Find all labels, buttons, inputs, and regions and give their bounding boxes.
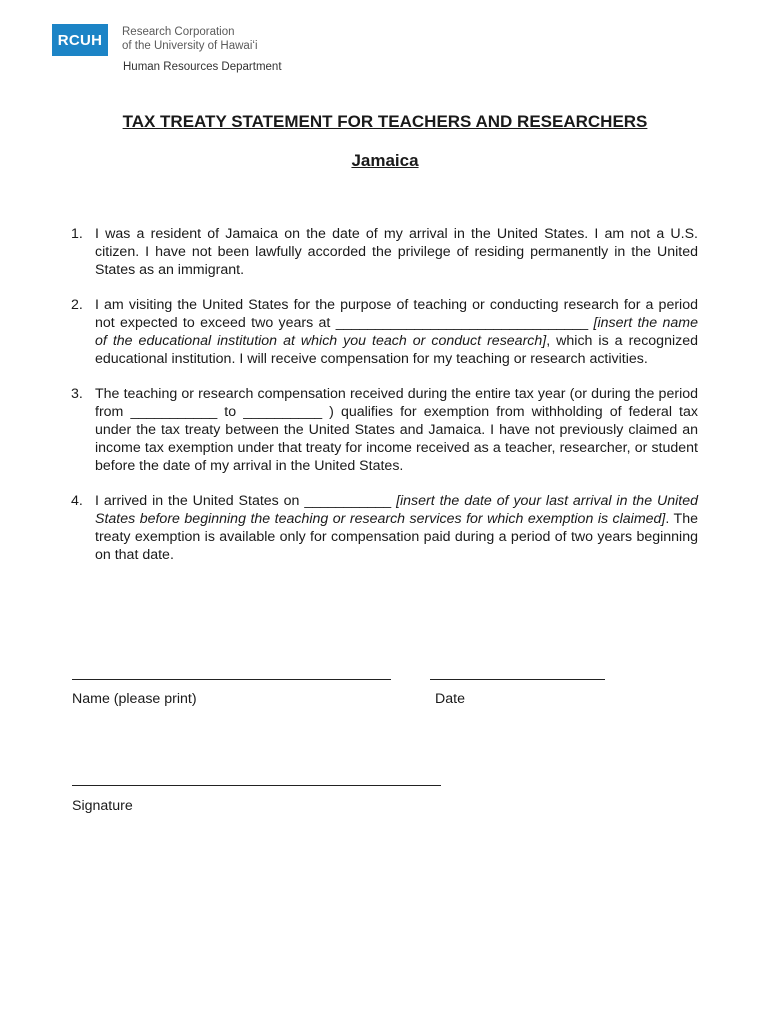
date-signature-line[interactable] xyxy=(430,679,605,680)
period-from-blank[interactable]: ___________ xyxy=(130,404,218,420)
item-number: 3. xyxy=(71,386,83,402)
arrival-date-blank[interactable]: ___________ xyxy=(304,493,392,509)
org-line-2: of the University of Hawaiʻi xyxy=(122,40,258,52)
item-text-cont: . The treaty exemption is available only for compensation paid during a period of two years beginning on that date. xyxy=(95,511,699,563)
item-number: 4. xyxy=(71,493,83,509)
signature-label: Signature xyxy=(72,798,133,814)
page-title: TAX TREATY STATEMENT FOR TEACHERS AND RESEARCHERS xyxy=(122,112,648,131)
statement-list xyxy=(71,225,698,581)
to-word: to xyxy=(224,404,237,420)
statement-item-4 xyxy=(71,492,698,564)
institution-blank[interactable]: ________________________________ xyxy=(335,315,589,331)
item-number: 2. xyxy=(71,297,83,313)
organization-name xyxy=(122,25,258,53)
item-text: I am visiting the United States for the purpose of teaching or conducting research for a period not expected to exceed two years at xyxy=(95,297,698,331)
item-number: 1. xyxy=(71,226,83,242)
item-text-cont: , which is a recognized educational institution. I will receive compensation for my teaching or research activities. xyxy=(95,333,698,367)
period-to-blank[interactable]: __________ xyxy=(243,404,323,420)
item-text: I arrived in the United States on xyxy=(95,493,300,509)
org-line-1: Research Corporation xyxy=(122,26,235,38)
page-subtitle: Jamaica xyxy=(351,151,419,170)
item-text: The teaching or research compensation received during the entire tax year (or during the period from xyxy=(95,386,698,420)
date-label: Date xyxy=(435,691,465,707)
item-text-cont: ) qualifies for exemption from withholding of federal tax under the tax treaty between the United States and Jamaica. I have not previously claimed an income tax exemption under that treaty for income received as a teacher, researcher, or student before the date of my arrival in the United States. xyxy=(95,404,698,474)
rcuh-logo xyxy=(52,24,108,56)
statement-item-1 xyxy=(71,225,698,279)
instruction-text: [insert the name of the educational institution at which you teach or conduct research] xyxy=(95,315,699,349)
name-label: Name (please print) xyxy=(72,691,197,707)
statement-item-3 xyxy=(71,385,698,475)
department-name: Human Resources Department xyxy=(123,61,282,73)
signature-line[interactable] xyxy=(72,785,441,786)
name-signature-line[interactable] xyxy=(72,679,391,680)
logo-text: RCUH xyxy=(57,31,103,49)
instruction-text: [insert the date of your last arrival in the United States before beginning the teaching or research services for which exemption is claimed] xyxy=(95,493,698,527)
item-text: I was a resident of Jamaica on the date of my arrival in the United States. I am not a U.S. citizen. I have not been lawfully accorded the privilege of residing permanently in the United States as an immigrant. xyxy=(95,226,698,278)
statement-item-2 xyxy=(71,296,698,368)
